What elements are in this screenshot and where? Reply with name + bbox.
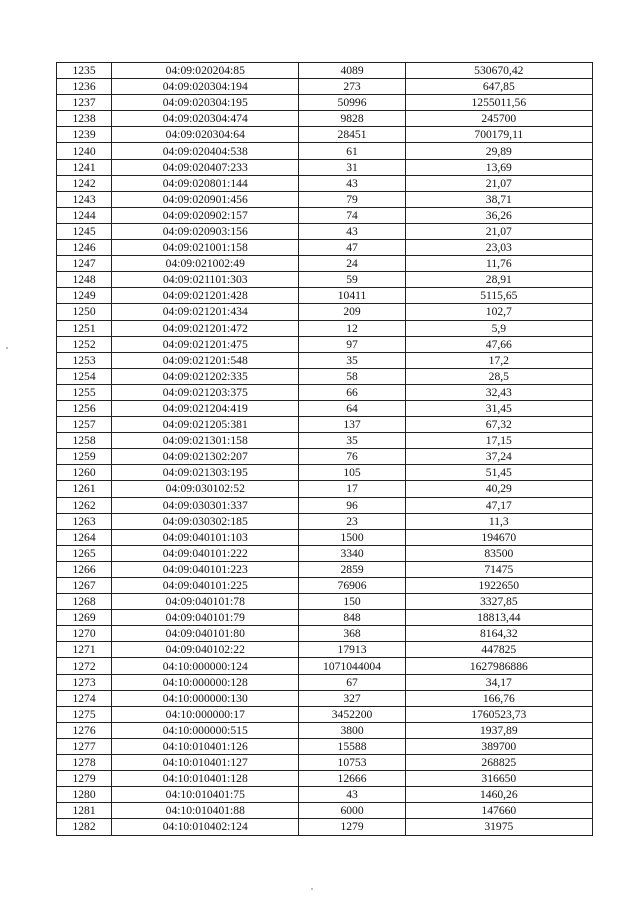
row-number-cell: 1276 bbox=[57, 722, 112, 738]
cadastral-number-cell: 04:09:020304:194 bbox=[112, 79, 299, 95]
cadastral-number-cell: 04:09:020903:156 bbox=[112, 223, 299, 239]
cadastral-number-cell: 04:09:021002:49 bbox=[112, 256, 299, 272]
cadastral-number-cell: 04:09:021202:335 bbox=[112, 368, 299, 384]
area-cell: 1500 bbox=[299, 529, 405, 545]
cadastral-number-cell: 04:09:040102:22 bbox=[112, 642, 299, 658]
table-row bbox=[57, 481, 593, 497]
value-cell: 647,85 bbox=[405, 79, 592, 95]
area-cell: 137 bbox=[299, 417, 405, 433]
table-row bbox=[57, 175, 593, 191]
area-cell: 3452200 bbox=[299, 706, 405, 722]
area-cell: 17913 bbox=[299, 642, 405, 658]
table-row bbox=[57, 400, 593, 416]
value-cell: 17,15 bbox=[405, 433, 592, 449]
row-number-cell: 1252 bbox=[57, 336, 112, 352]
row-number-cell: 1242 bbox=[57, 175, 112, 191]
row-number-cell: 1277 bbox=[57, 738, 112, 754]
area-cell: 47 bbox=[299, 240, 405, 256]
area-cell: 1279 bbox=[299, 819, 405, 835]
table-row bbox=[57, 594, 593, 610]
value-cell: 28,91 bbox=[405, 272, 592, 288]
table-row bbox=[57, 352, 593, 368]
area-cell: 105 bbox=[299, 465, 405, 481]
value-cell: 102,7 bbox=[405, 304, 592, 320]
cadastral-number-cell: 04:09:021001:158 bbox=[112, 240, 299, 256]
value-cell: 700179,11 bbox=[405, 127, 592, 143]
table-row bbox=[57, 320, 593, 336]
cadastral-number-cell: 04:10:000000:128 bbox=[112, 674, 299, 690]
value-cell: 47,17 bbox=[405, 497, 592, 513]
cadastral-number-cell: 04:10:000000:124 bbox=[112, 658, 299, 674]
area-cell: 67 bbox=[299, 674, 405, 690]
value-cell: 1460,26 bbox=[405, 787, 592, 803]
row-number-cell: 1275 bbox=[57, 706, 112, 722]
area-cell: 10753 bbox=[299, 755, 405, 771]
cadastral-number-cell: 04:09:021203:375 bbox=[112, 384, 299, 400]
cadastral-number-cell: 04:09:040101:222 bbox=[112, 545, 299, 561]
table-row bbox=[57, 787, 593, 803]
value-cell: 83500 bbox=[405, 545, 592, 561]
area-cell: 31 bbox=[299, 159, 405, 175]
row-number-cell: 1256 bbox=[57, 400, 112, 416]
table-row bbox=[57, 819, 593, 835]
area-cell: 50996 bbox=[299, 95, 405, 111]
row-number-cell: 1253 bbox=[57, 352, 112, 368]
row-number-cell: 1241 bbox=[57, 159, 112, 175]
table-row bbox=[57, 561, 593, 577]
cadastral-number-cell: 04:09:040101:80 bbox=[112, 626, 299, 642]
table-row bbox=[57, 207, 593, 223]
cadastral-number-cell: 04:09:020304:64 bbox=[112, 127, 299, 143]
value-cell: 23,03 bbox=[405, 240, 592, 256]
area-cell: 15588 bbox=[299, 738, 405, 754]
value-cell: 447825 bbox=[405, 642, 592, 658]
area-cell: 28451 bbox=[299, 127, 405, 143]
area-cell: 58 bbox=[299, 368, 405, 384]
cadastral-number-cell: 04:09:040101:103 bbox=[112, 529, 299, 545]
cadastral-number-cell: 04:09:040101:223 bbox=[112, 561, 299, 577]
value-cell: 38,71 bbox=[405, 191, 592, 207]
row-number-cell: 1262 bbox=[57, 497, 112, 513]
cadastral-number-cell: 04:09:020801:144 bbox=[112, 175, 299, 191]
cadastral-number-cell: 04:10:010402:124 bbox=[112, 819, 299, 835]
cadastral-number-cell: 04:10:000000:130 bbox=[112, 690, 299, 706]
row-number-cell: 1250 bbox=[57, 304, 112, 320]
value-cell: 5115,65 bbox=[405, 288, 592, 304]
area-cell: 76906 bbox=[299, 578, 405, 594]
cadastral-number-cell: 04:09:021201:472 bbox=[112, 320, 299, 336]
row-number-cell: 1238 bbox=[57, 111, 112, 127]
table-row bbox=[57, 674, 593, 690]
area-cell: 74 bbox=[299, 207, 405, 223]
cadastral-number-cell: 04:09:020204:85 bbox=[112, 63, 299, 79]
row-number-cell: 1235 bbox=[57, 63, 112, 79]
cadastral-number-cell: 04:09:020901:456 bbox=[112, 191, 299, 207]
row-number-cell: 1246 bbox=[57, 240, 112, 256]
cadastral-number-cell: 04:10:010401:75 bbox=[112, 787, 299, 803]
value-cell: 389700 bbox=[405, 738, 592, 754]
table-row bbox=[57, 417, 593, 433]
value-cell: 28,5 bbox=[405, 368, 592, 384]
value-cell: 8164,32 bbox=[405, 626, 592, 642]
area-cell: 3800 bbox=[299, 722, 405, 738]
row-number-cell: 1281 bbox=[57, 803, 112, 819]
row-number-cell: 1236 bbox=[57, 79, 112, 95]
row-number-cell: 1274 bbox=[57, 690, 112, 706]
table-row bbox=[57, 642, 593, 658]
cadastral-number-cell: 04:09:021303:195 bbox=[112, 465, 299, 481]
area-cell: 43 bbox=[299, 223, 405, 239]
value-cell: 34,17 bbox=[405, 674, 592, 690]
value-cell: 268825 bbox=[405, 755, 592, 771]
table-row bbox=[57, 465, 593, 481]
row-number-cell: 1243 bbox=[57, 191, 112, 207]
row-number-cell: 1237 bbox=[57, 95, 112, 111]
table-row bbox=[57, 545, 593, 561]
row-number-cell: 1259 bbox=[57, 449, 112, 465]
value-cell: 245700 bbox=[405, 111, 592, 127]
value-cell: 147660 bbox=[405, 803, 592, 819]
area-cell: 59 bbox=[299, 272, 405, 288]
row-number-cell: 1279 bbox=[57, 771, 112, 787]
value-cell: 37,24 bbox=[405, 449, 592, 465]
area-cell: 24 bbox=[299, 256, 405, 272]
table-row bbox=[57, 256, 593, 272]
value-cell: 71475 bbox=[405, 561, 592, 577]
table-row bbox=[57, 304, 593, 320]
value-cell: 11,3 bbox=[405, 513, 592, 529]
cadastral-number-cell: 04:10:010401:88 bbox=[112, 803, 299, 819]
value-cell: 530670,42 bbox=[405, 63, 592, 79]
row-number-cell: 1244 bbox=[57, 207, 112, 223]
table-body bbox=[57, 63, 593, 836]
table-row bbox=[57, 223, 593, 239]
area-cell: 10411 bbox=[299, 288, 405, 304]
value-cell: 32,43 bbox=[405, 384, 592, 400]
table-row bbox=[57, 95, 593, 111]
row-number-cell: 1282 bbox=[57, 819, 112, 835]
table-row bbox=[57, 127, 593, 143]
table-row bbox=[57, 159, 593, 175]
row-number-cell: 1260 bbox=[57, 465, 112, 481]
row-number-cell: 1263 bbox=[57, 513, 112, 529]
area-cell: 35 bbox=[299, 433, 405, 449]
row-number-cell: 1239 bbox=[57, 127, 112, 143]
row-number-cell: 1258 bbox=[57, 433, 112, 449]
cadastral-number-cell: 04:09:020404:538 bbox=[112, 143, 299, 159]
value-cell: 316650 bbox=[405, 771, 592, 787]
row-number-cell: 1272 bbox=[57, 658, 112, 674]
area-cell: 17 bbox=[299, 481, 405, 497]
cadastral-number-cell: 04:09:021201:475 bbox=[112, 336, 299, 352]
row-number-cell: 1271 bbox=[57, 642, 112, 658]
area-cell: 66 bbox=[299, 384, 405, 400]
value-cell: 17,2 bbox=[405, 352, 592, 368]
value-cell: 67,32 bbox=[405, 417, 592, 433]
table-row bbox=[57, 771, 593, 787]
table-row bbox=[57, 738, 593, 754]
value-cell: 21,07 bbox=[405, 223, 592, 239]
area-cell: 76 bbox=[299, 449, 405, 465]
table-row bbox=[57, 529, 593, 545]
area-cell: 150 bbox=[299, 594, 405, 610]
table-row bbox=[57, 803, 593, 819]
table-row bbox=[57, 288, 593, 304]
table-row bbox=[57, 433, 593, 449]
area-cell: 327 bbox=[299, 690, 405, 706]
row-number-cell: 1251 bbox=[57, 320, 112, 336]
cadastral-number-cell: 04:10:010401:126 bbox=[112, 738, 299, 754]
area-cell: 64 bbox=[299, 400, 405, 416]
row-number-cell: 1247 bbox=[57, 256, 112, 272]
area-cell: 23 bbox=[299, 513, 405, 529]
value-cell: 3327,85 bbox=[405, 594, 592, 610]
cadastral-number-cell: 04:10:010401:128 bbox=[112, 771, 299, 787]
area-cell: 1071044004 bbox=[299, 658, 405, 674]
row-number-cell: 1278 bbox=[57, 755, 112, 771]
area-cell: 848 bbox=[299, 610, 405, 626]
area-cell: 43 bbox=[299, 787, 405, 803]
value-cell: 5,9 bbox=[405, 320, 592, 336]
table-row bbox=[57, 722, 593, 738]
area-cell: 273 bbox=[299, 79, 405, 95]
value-cell: 1922650 bbox=[405, 578, 592, 594]
cadastral-number-cell: 04:09:021301:158 bbox=[112, 433, 299, 449]
area-cell: 6000 bbox=[299, 803, 405, 819]
value-cell: 29,89 bbox=[405, 143, 592, 159]
value-cell: 1760523,73 bbox=[405, 706, 592, 722]
cadastral-number-cell: 04:09:021205:381 bbox=[112, 417, 299, 433]
cadastral-number-cell: 04:09:020407:233 bbox=[112, 159, 299, 175]
value-cell: 194670 bbox=[405, 529, 592, 545]
area-cell: 2859 bbox=[299, 561, 405, 577]
value-cell: 166,76 bbox=[405, 690, 592, 706]
value-cell: 51,45 bbox=[405, 465, 592, 481]
area-cell: 4089 bbox=[299, 63, 405, 79]
row-number-cell: 1273 bbox=[57, 674, 112, 690]
row-number-cell: 1261 bbox=[57, 481, 112, 497]
scan-artifact bbox=[311, 888, 313, 890]
cadastral-number-cell: 04:09:040101:225 bbox=[112, 578, 299, 594]
cadastral-number-cell: 04:09:030302:185 bbox=[112, 513, 299, 529]
row-number-cell: 1280 bbox=[57, 787, 112, 803]
area-cell: 61 bbox=[299, 143, 405, 159]
value-cell: 36,26 bbox=[405, 207, 592, 223]
cadastral-number-cell: 04:09:030301:337 bbox=[112, 497, 299, 513]
value-cell: 31975 bbox=[405, 819, 592, 835]
cadastral-number-cell: 04:09:020304:474 bbox=[112, 111, 299, 127]
cadastral-number-cell: 04:09:021302:207 bbox=[112, 449, 299, 465]
value-cell: 40,29 bbox=[405, 481, 592, 497]
area-cell: 3340 bbox=[299, 545, 405, 561]
table-row bbox=[57, 690, 593, 706]
scan-artifact bbox=[6, 347, 8, 349]
area-cell: 43 bbox=[299, 175, 405, 191]
table-row bbox=[57, 706, 593, 722]
row-number-cell: 1269 bbox=[57, 610, 112, 626]
row-number-cell: 1254 bbox=[57, 368, 112, 384]
cadastral-number-cell: 04:10:000000:515 bbox=[112, 722, 299, 738]
cadastral-number-cell: 04:09:021201:434 bbox=[112, 304, 299, 320]
row-number-cell: 1245 bbox=[57, 223, 112, 239]
row-number-cell: 1270 bbox=[57, 626, 112, 642]
value-cell: 1937,89 bbox=[405, 722, 592, 738]
value-cell: 21,07 bbox=[405, 175, 592, 191]
cadastral-number-cell: 04:09:020902:157 bbox=[112, 207, 299, 223]
row-number-cell: 1266 bbox=[57, 561, 112, 577]
area-cell: 9828 bbox=[299, 111, 405, 127]
area-cell: 96 bbox=[299, 497, 405, 513]
cadastral-number-cell: 04:09:021201:548 bbox=[112, 352, 299, 368]
table-row bbox=[57, 143, 593, 159]
cadastral-number-cell: 04:09:040101:79 bbox=[112, 610, 299, 626]
row-number-cell: 1268 bbox=[57, 594, 112, 610]
row-number-cell: 1264 bbox=[57, 529, 112, 545]
area-cell: 97 bbox=[299, 336, 405, 352]
row-number-cell: 1240 bbox=[57, 143, 112, 159]
table-row bbox=[57, 272, 593, 288]
area-cell: 12666 bbox=[299, 771, 405, 787]
area-cell: 79 bbox=[299, 191, 405, 207]
cadastral-number-cell: 04:10:010401:127 bbox=[112, 755, 299, 771]
table-row bbox=[57, 111, 593, 127]
value-cell: 18813,44 bbox=[405, 610, 592, 626]
row-number-cell: 1267 bbox=[57, 578, 112, 594]
table-row bbox=[57, 578, 593, 594]
cadastral-number-cell: 04:09:040101:78 bbox=[112, 594, 299, 610]
cadastral-number-cell: 04:09:021204:419 bbox=[112, 400, 299, 416]
value-cell: 1255011,56 bbox=[405, 95, 592, 111]
value-cell: 31,45 bbox=[405, 400, 592, 416]
table-row bbox=[57, 449, 593, 465]
table-row bbox=[57, 336, 593, 352]
table-row bbox=[57, 658, 593, 674]
value-cell: 47,66 bbox=[405, 336, 592, 352]
cadastral-number-cell: 04:09:021101:303 bbox=[112, 272, 299, 288]
table-row bbox=[57, 513, 593, 529]
area-cell: 368 bbox=[299, 626, 405, 642]
table-row bbox=[57, 610, 593, 626]
row-number-cell: 1265 bbox=[57, 545, 112, 561]
table-row bbox=[57, 755, 593, 771]
table-row bbox=[57, 79, 593, 95]
table-row bbox=[57, 240, 593, 256]
area-cell: 209 bbox=[299, 304, 405, 320]
row-number-cell: 1248 bbox=[57, 272, 112, 288]
cadastral-number-cell: 04:09:021201:428 bbox=[112, 288, 299, 304]
table-row bbox=[57, 626, 593, 642]
value-cell: 1627986886 bbox=[405, 658, 592, 674]
table-row bbox=[57, 191, 593, 207]
cadastral-value-table bbox=[56, 62, 593, 836]
area-cell: 12 bbox=[299, 320, 405, 336]
table-row bbox=[57, 384, 593, 400]
table-row bbox=[57, 497, 593, 513]
table-row bbox=[57, 63, 593, 79]
table-row bbox=[57, 368, 593, 384]
area-cell: 35 bbox=[299, 352, 405, 368]
cadastral-number-cell: 04:09:020304:195 bbox=[112, 95, 299, 111]
row-number-cell: 1255 bbox=[57, 384, 112, 400]
cadastral-number-cell: 04:09:030102:52 bbox=[112, 481, 299, 497]
row-number-cell: 1257 bbox=[57, 417, 112, 433]
row-number-cell: 1249 bbox=[57, 288, 112, 304]
value-cell: 11,76 bbox=[405, 256, 592, 272]
value-cell: 13,69 bbox=[405, 159, 592, 175]
cadastral-number-cell: 04:10:000000:17 bbox=[112, 706, 299, 722]
